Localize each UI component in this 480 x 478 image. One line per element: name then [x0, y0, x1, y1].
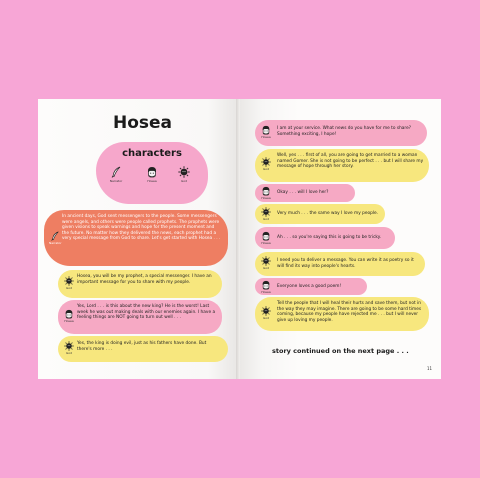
- character-god: [170, 166, 198, 183]
- god-bubble: [255, 297, 429, 331]
- god-avatar: [63, 276, 75, 292]
- hosea-bubble: [255, 227, 395, 249]
- hosea-face-icon: [261, 125, 271, 135]
- continued-footer: story continued on the next page . . .: [272, 347, 409, 355]
- god-avatar: [260, 207, 272, 223]
- sun-icon: [261, 256, 271, 266]
- hosea-avatar: [260, 280, 272, 296]
- bubble-text: Tell the people that I will heal their hurts and save them, but not in the way they may imagine. There are going to be some hard times coming, because my people have rejected me . . . but I will never give up loving my people.: [277, 301, 422, 323]
- sun-icon: [261, 157, 271, 167]
- character-label: God: [180, 179, 188, 183]
- hosea-face-icon: [261, 186, 271, 196]
- bubble-text: Yes, the king is doing evil, just as his fathers have done. But there's more . . .: [77, 341, 207, 352]
- character-label: Narrator: [109, 179, 123, 183]
- god-bubble: [255, 149, 429, 182]
- bubble-text: In ancient days, God sent messengers to the people. Some messengers were angels, and others were people called prophets. The prophets were given visions to speak warnings and hope for the present moment and the future. No matter how they delivered the news, each prophet had a very special message from God to share. Let's get started with Hosea . . .: [62, 214, 221, 242]
- sun-icon: [261, 207, 271, 217]
- avatar-label: God: [65, 351, 73, 355]
- avatar-label: Hosea: [261, 196, 271, 200]
- book-spine: [236, 99, 240, 379]
- characters-panel: [96, 142, 208, 204]
- hosea-bubble: [255, 184, 355, 202]
- avatar-label: God: [262, 167, 270, 171]
- sun-icon: [64, 276, 74, 286]
- page-title: Hosea: [113, 113, 173, 133]
- god-avatar: [260, 306, 272, 322]
- character-hosea: [138, 166, 166, 183]
- character-narrator: [102, 166, 130, 183]
- god-bubble: [255, 204, 385, 224]
- hosea-face-icon: [261, 231, 271, 241]
- page-number: 11: [427, 366, 433, 371]
- bubble-text: Yes, Lord . . . is this about the new king? He is the worst! Last week he was out making deals with our enemies again. I have a feeling things are NOT going to turn out well . . .: [77, 304, 216, 321]
- quill-icon: [110, 166, 122, 178]
- avatar-label: Hosea: [261, 135, 271, 139]
- sun-icon: [64, 341, 74, 351]
- avatar-label: Hosea: [261, 241, 271, 245]
- bubble-text: Very much . . . the same way I love my people.: [277, 211, 379, 216]
- god-bubble: [58, 336, 228, 362]
- narrator-bubble: [44, 210, 228, 266]
- bubble-text: Hosea, you will be my prophet, a special messenger. I have an important message for you to share with my people.: [77, 274, 212, 285]
- bubble-text: Okay . . . will I love her?: [277, 190, 329, 195]
- bubble-text: Well, yes . . . first of all, you are going to get married to a woman named Gomer. She is not going to be perfect . . . but I will share my message of hope through her story.: [277, 153, 424, 170]
- bubble-text: I need you to deliver a message. You can write it as poetry so it will find its way into people's hearts.: [277, 258, 414, 269]
- sun-icon: [178, 166, 190, 178]
- hosea-avatar: [63, 309, 75, 325]
- bubble-text: Everyone loves a good poem!: [277, 284, 342, 289]
- hosea-bubble: [58, 300, 222, 334]
- hosea-avatar: [260, 186, 272, 202]
- sun-icon: [261, 306, 271, 316]
- avatar-label: God: [262, 217, 270, 221]
- avatar-label: God: [65, 286, 73, 290]
- character-label: Hosea: [147, 179, 157, 183]
- avatar-label: God: [262, 316, 270, 320]
- hosea-bubble: [255, 278, 367, 295]
- hosea-avatar: [260, 125, 272, 141]
- god-bubble: [58, 270, 222, 298]
- narrator-avatar: [49, 231, 61, 247]
- god-avatar: [260, 157, 272, 173]
- god-avatar: [260, 256, 272, 272]
- god-bubble: [255, 252, 425, 276]
- bubble-text: Ah . . . so you're saying this is going to be tricky.: [277, 235, 382, 240]
- hosea-face-icon: [146, 166, 158, 178]
- avatar-label: Hosea: [64, 319, 74, 323]
- hosea-avatar: [260, 231, 272, 247]
- hosea-face-icon: [261, 280, 271, 290]
- quill-icon: [50, 231, 60, 241]
- avatar-label: Narrator: [49, 241, 62, 245]
- avatar-label: God: [262, 266, 270, 270]
- hosea-face-icon: [64, 309, 74, 319]
- characters-heading: characters: [122, 148, 182, 159]
- avatar-label: Hosea: [261, 290, 271, 294]
- hosea-bubble: [255, 120, 427, 146]
- bubble-text: I am at your service. What news do you have for me to share? Something exciting, I hope!: [277, 126, 412, 137]
- god-avatar: [63, 341, 75, 357]
